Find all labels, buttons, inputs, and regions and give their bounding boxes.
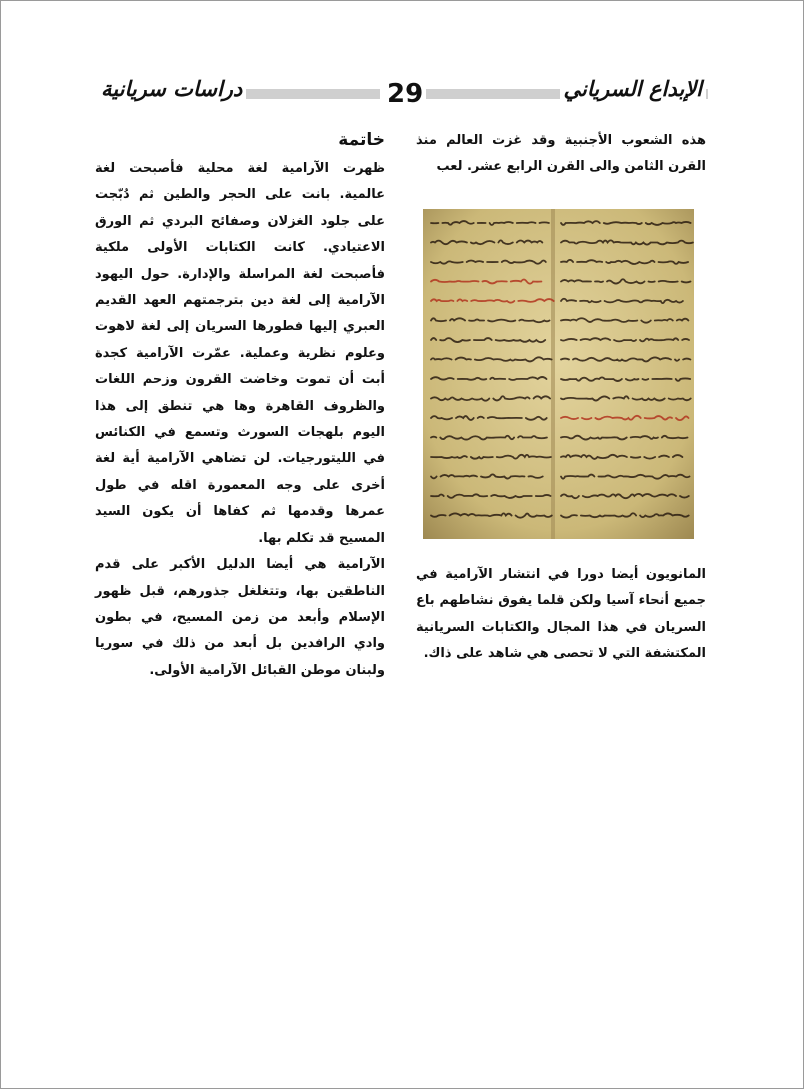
page-number: 29 (387, 79, 424, 109)
paragraph: المانويون أيضا دورا في انتشار الآرامية في جميع أنحاء آسيا ولكن قلما يفوق نشاطهم باع السريان في هذا المجال والكتابات السريانية المكتشفة التي لا تحصى هي شاهد على ذاك. (416, 567, 706, 662)
header-publication-title: الإبداع السرياني (560, 75, 707, 103)
paragraph: الآرامية هي أيضا الدليل الأكبر على قدم الناطقين بها، وتتغلغل جذورهم، قبل ظهور الإسلام وأبعد من زمن المسيح، في بطون وادي الرافدين بل أبعد من ذلك في سوريا ولبنان موطن القبائل الآرامية الأولى. (95, 557, 385, 678)
paragraph: هذه الشعوب الأجنبية وقد غزت العالم منذ القرن الثامن والى القرن الرابع عشر. لعب (416, 133, 706, 175)
right-column-top (416, 128, 706, 181)
left-column (95, 128, 385, 684)
right-column-bottom (416, 562, 706, 668)
section-heading: خاتمة (338, 130, 385, 150)
paragraph: ظهرت الآرامية لغة محلية فأصبحت لغة عالمية. بانت على الحجر والطين ثم دُبّجت على جلود الغزلان وصفائح البردي ثم الورق الاعتيادي. كانت الكتابات الأولى ملكية فأصبحت لغة المراسلة والإدارة. حول اليهود الآرامية إلى لغة دين بترجمتهم العهد القديم العبري إليها فطورها السريان إلى لغة لاهوت وعلوم نظرية وعملية. عمّرت الآرامية كجدة أبت أن تموت وخاضت القرون وزحم اللغات والظروف القاهرة وها هي تنطق إلى هذا اليوم بلهجات السورث وتسمع في الكنائس في الليتورجيات. لن تضاهي الآرامية أية لغة أخرى على وجه المعمورة اقله في طول عمرها وقدمها ثم كفاها أن يكون السيد المسيح قد تكلم بها. (95, 161, 385, 546)
syriac-manuscript-image (423, 209, 694, 539)
manuscript-illustration (423, 209, 694, 539)
header-section-title: دراسات سريانية (97, 75, 246, 103)
